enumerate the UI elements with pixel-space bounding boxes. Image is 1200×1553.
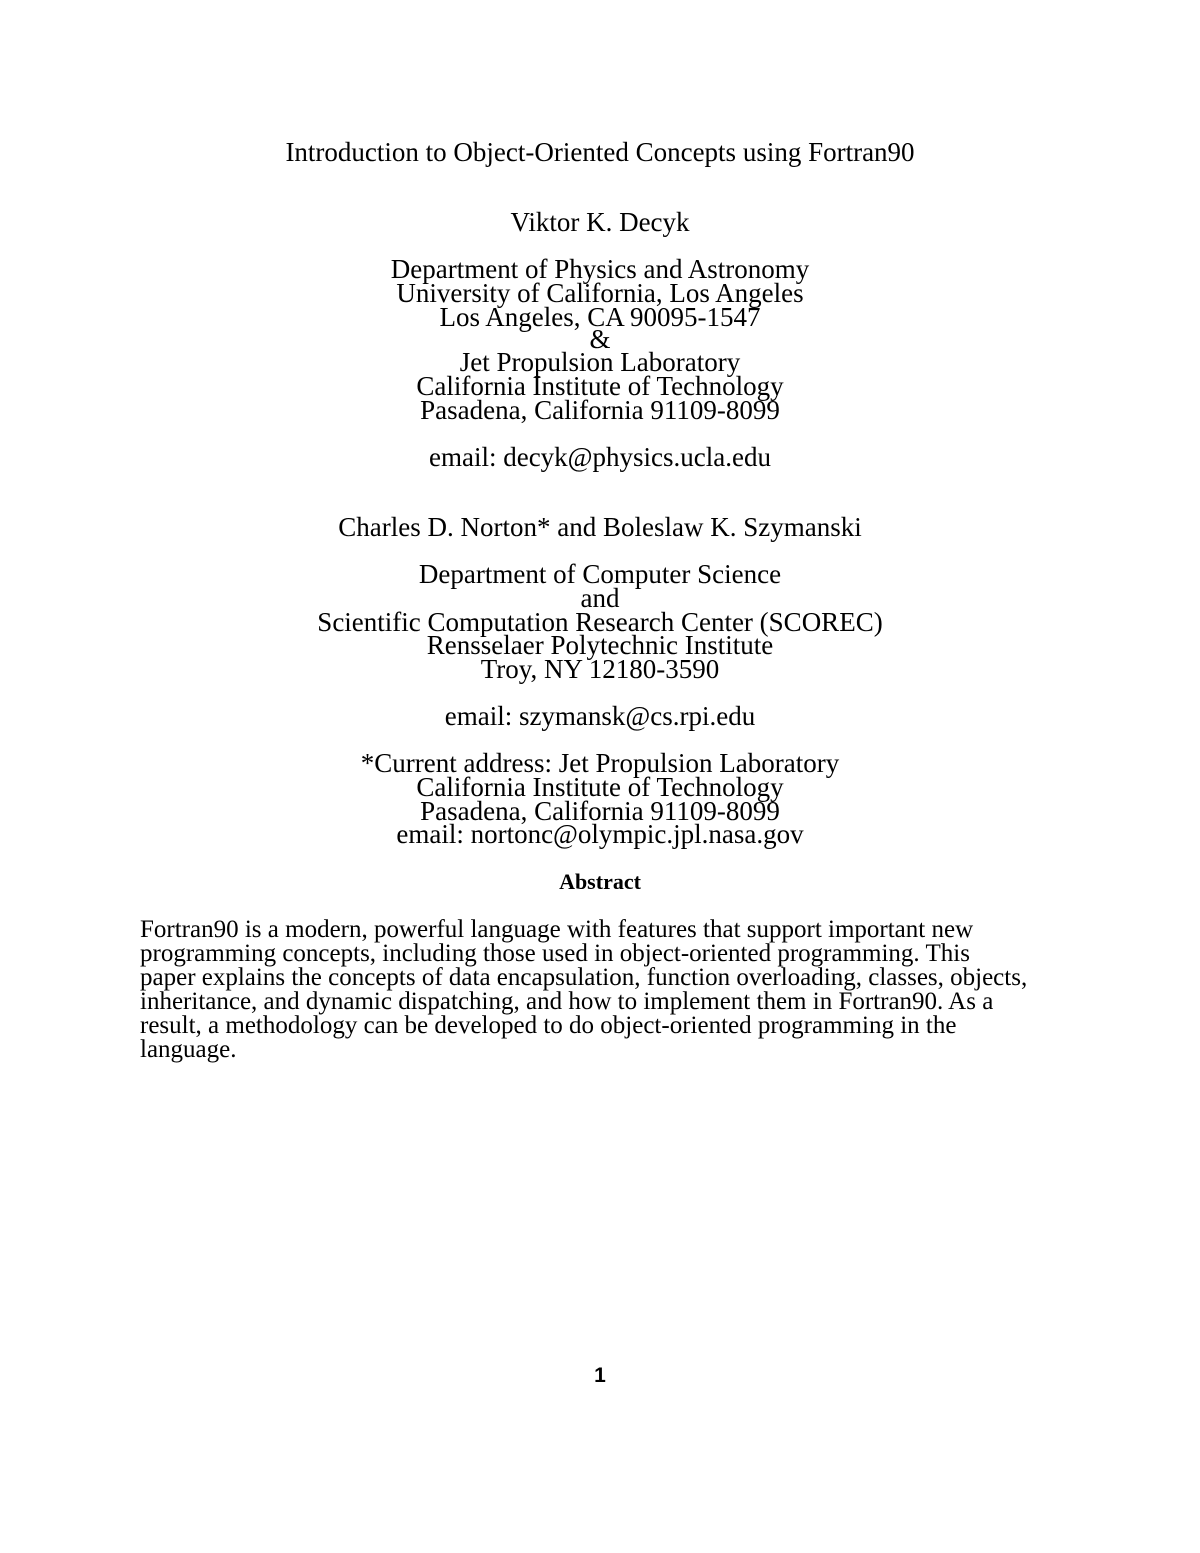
affiliation-line: Troy, NY 12180-3590: [480, 654, 720, 684]
address-line: email: nortonc@olympic.jpl.nasa.gov: [396, 819, 804, 849]
affiliation-line: California Institute of Technology: [416, 371, 784, 401]
coauthor-email: email: szymansk@cs.rpi.edu: [444, 701, 756, 731]
paper-title: Introduction to Object-Oriented Concepts using Fortran90: [285, 137, 915, 167]
affiliation-line: University of California, Los Angeles: [396, 278, 804, 308]
affiliation-line: Rensselaer Polytechnic Institute: [426, 630, 774, 660]
address-line: Pasadena, California 91109-8099: [420, 796, 780, 826]
affiliation-line: Scientific Computation Research Center (SCOREC): [317, 607, 883, 637]
address-line: *Current address: Jet Propulsion Laboratory: [360, 748, 840, 778]
author-email: email: decyk@physics.ucla.edu: [428, 442, 771, 472]
affiliation-line: Department of Physics and Astronomy: [390, 254, 810, 284]
affiliation-line: Los Angeles, CA 90095-1547: [439, 302, 761, 332]
affiliation-line: Pasadena, California 91109-8099: [420, 395, 780, 425]
abstract-line: Fortran90 is a modern, powerful language with features that support important new: [140, 916, 974, 943]
affiliation-line: Department of Computer Science: [418, 559, 782, 589]
affiliation-line: and: [580, 583, 620, 613]
abstract-line: result, a methodology can be developed to do object-oriented programming in the: [140, 1012, 957, 1039]
coauthor-names: Charles D. Norton* and Boleslaw K. Szymanski: [338, 512, 862, 542]
abstract-line: programming concepts, including those used in object-oriented programming. This: [140, 940, 970, 967]
abstract-body: [140, 918, 1070, 1062]
page-number: 1: [594, 1364, 606, 1387]
affiliation-line: &: [589, 324, 611, 354]
abstract-line: language.: [140, 1036, 237, 1063]
abstract-heading: Abstract: [559, 869, 641, 894]
author-name: Viktor K. Decyk: [510, 207, 690, 237]
affiliation-line: Jet Propulsion Laboratory: [459, 347, 741, 377]
abstract-line: inheritance, and dynamic dispatching, and how to implement them in Fortran90. As a: [140, 988, 994, 1015]
abstract-line: paper explains the concepts of data encapsulation, function overloading, classes, objects,: [140, 964, 1028, 991]
address-line: California Institute of Technology: [416, 772, 784, 802]
